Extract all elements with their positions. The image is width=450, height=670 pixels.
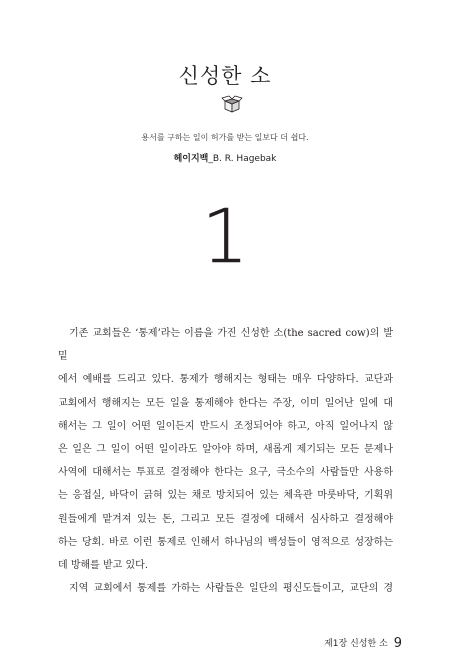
- body-line: 은 일은 그 일이 어떤 일이라도 알아야 하며, 새롭게 제기되는 모든 문제나: [58, 444, 393, 456]
- chapter-number-text: 1: [201, 198, 249, 268]
- body-line: 는 응접실, 바닥이 긁혀 있는 채로 방치되어 있는 체육관 마룻바닥, 기획위: [58, 490, 393, 502]
- attribution-english-name: _B. R. Hagebak: [208, 154, 277, 164]
- body-line: 하는 당회. 바로 이런 통제로 인해서 하나님의 백성들이 영적으로 성장하는: [58, 536, 393, 548]
- body-line: 해서는 그 일이 어떤 일이든지 반드시 조정되어야 하고, 아직 일어나지 않: [58, 420, 393, 432]
- open-box-icon: [221, 92, 243, 114]
- page-number: 9: [393, 636, 402, 651]
- running-footer-chapter: 제1장 신성한 소: [324, 639, 388, 649]
- body-line: 교회에서 행해지는 모든 일을 통제해야 한다는 주장, 이미 일어난 일에 대: [58, 397, 393, 409]
- body-text: [58, 322, 393, 600]
- epigraph-attribution: [0, 151, 450, 164]
- chapter-number: [190, 198, 260, 268]
- body-line: 사역에 대해서는 투표로 결정해야 한다는 요구, 극소수의 사람들만 사용하: [58, 467, 393, 479]
- paragraph-2: [58, 577, 393, 600]
- body-line: 지역 교회에서 통제를 가하는 사람들은 일단의 평신도들이고, 교단의 경: [69, 583, 393, 595]
- attribution-korean-name: 헤이지백: [173, 154, 209, 164]
- body-line: 데 방해를 받고 있다.: [58, 560, 148, 572]
- paragraph-1: [58, 322, 393, 577]
- body-line: 에서 예배를 드리고 있다. 통제가 행해지는 형태는 매우 다양하다. 교단과: [58, 374, 393, 386]
- body-line: 기존 교회들은 ‘통제’라는 이름을 가진 신성한 소(the sacred cow)의 발 밑: [58, 328, 393, 363]
- body-line: 원들에게 맡겨져 있는 돈, 그리고 모든 결정에 대해서 심사하고 결정해야: [58, 513, 393, 525]
- chapter-title: 신성한 소: [178, 64, 272, 88]
- epigraph: 용서를 구하는 일이 허가를 받는 일보다 더 쉽다.: [141, 133, 309, 142]
- page-footer: [324, 636, 402, 651]
